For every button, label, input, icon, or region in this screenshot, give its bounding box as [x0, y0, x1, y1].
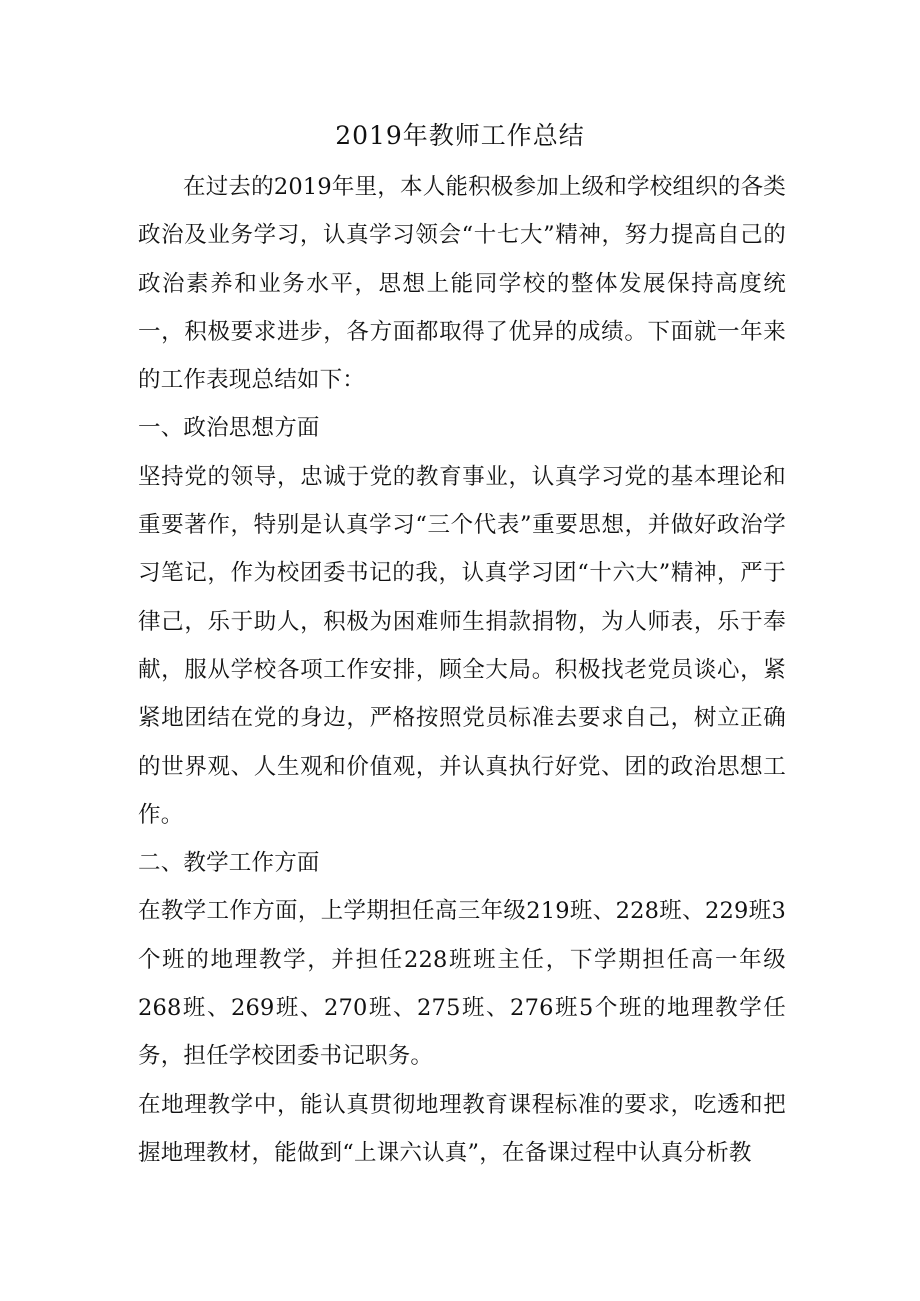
teaching-paragraph-geography: 在地理教学中，能认真贯彻地理教育课程标准的要求，吃透和把握地理教材，能做到“上课六认真”，在备课过程中认真分析教 — [138, 1091, 786, 1166]
teaching-paragraph-assignments: 在教学工作方面，上学期担任高三年级219班、228班、229班3个班的地理教学，并担任228班班主任，下学期担任高一年级268班、269班、270班、275班、276班5个班的地理教学任务，担任学校团委书记职务。 — [138, 898, 786, 1070]
document-title: 2019年教师工作总结 — [335, 121, 585, 150]
section-heading-politics: 一、政治思想方面 — [138, 415, 320, 442]
document-body — [138, 163, 786, 1177]
section-heading-teaching: 二、教学工作方面 — [138, 850, 320, 877]
intro-paragraph: 在过去的2019年里，本人能积极参加上级和学校组织的各类政治及业务学习，认真学习领会“十七大”精神，努力提高自己的政治素养和业务水平，思想上能同学校的整体发展保持高度统一，积极要求进步，各方面都取得了优异的成绩。下面就一年来的工作表现总结如下： — [138, 174, 786, 394]
politics-paragraph: 坚持党的领导，忠诚于党的教育事业，认真学习党的基本理论和重要著作，特别是认真学习“三个代表”重要思想，并做好政治学习笔记，作为校团委书记的我，认真学习团“十六大”精神，严于律己，乐于助人，积极为困难师生捐款捐物，为人师表，乐于奉献，服从学校各项工作安排，顾全大局。积极找老党员谈心，紧紧地团结在党的身边，严格按照党员标准去要求自己，树立正确的世界观、人生观和价值观，并认真执行好党、团的政治思想工作。 — [138, 463, 786, 828]
